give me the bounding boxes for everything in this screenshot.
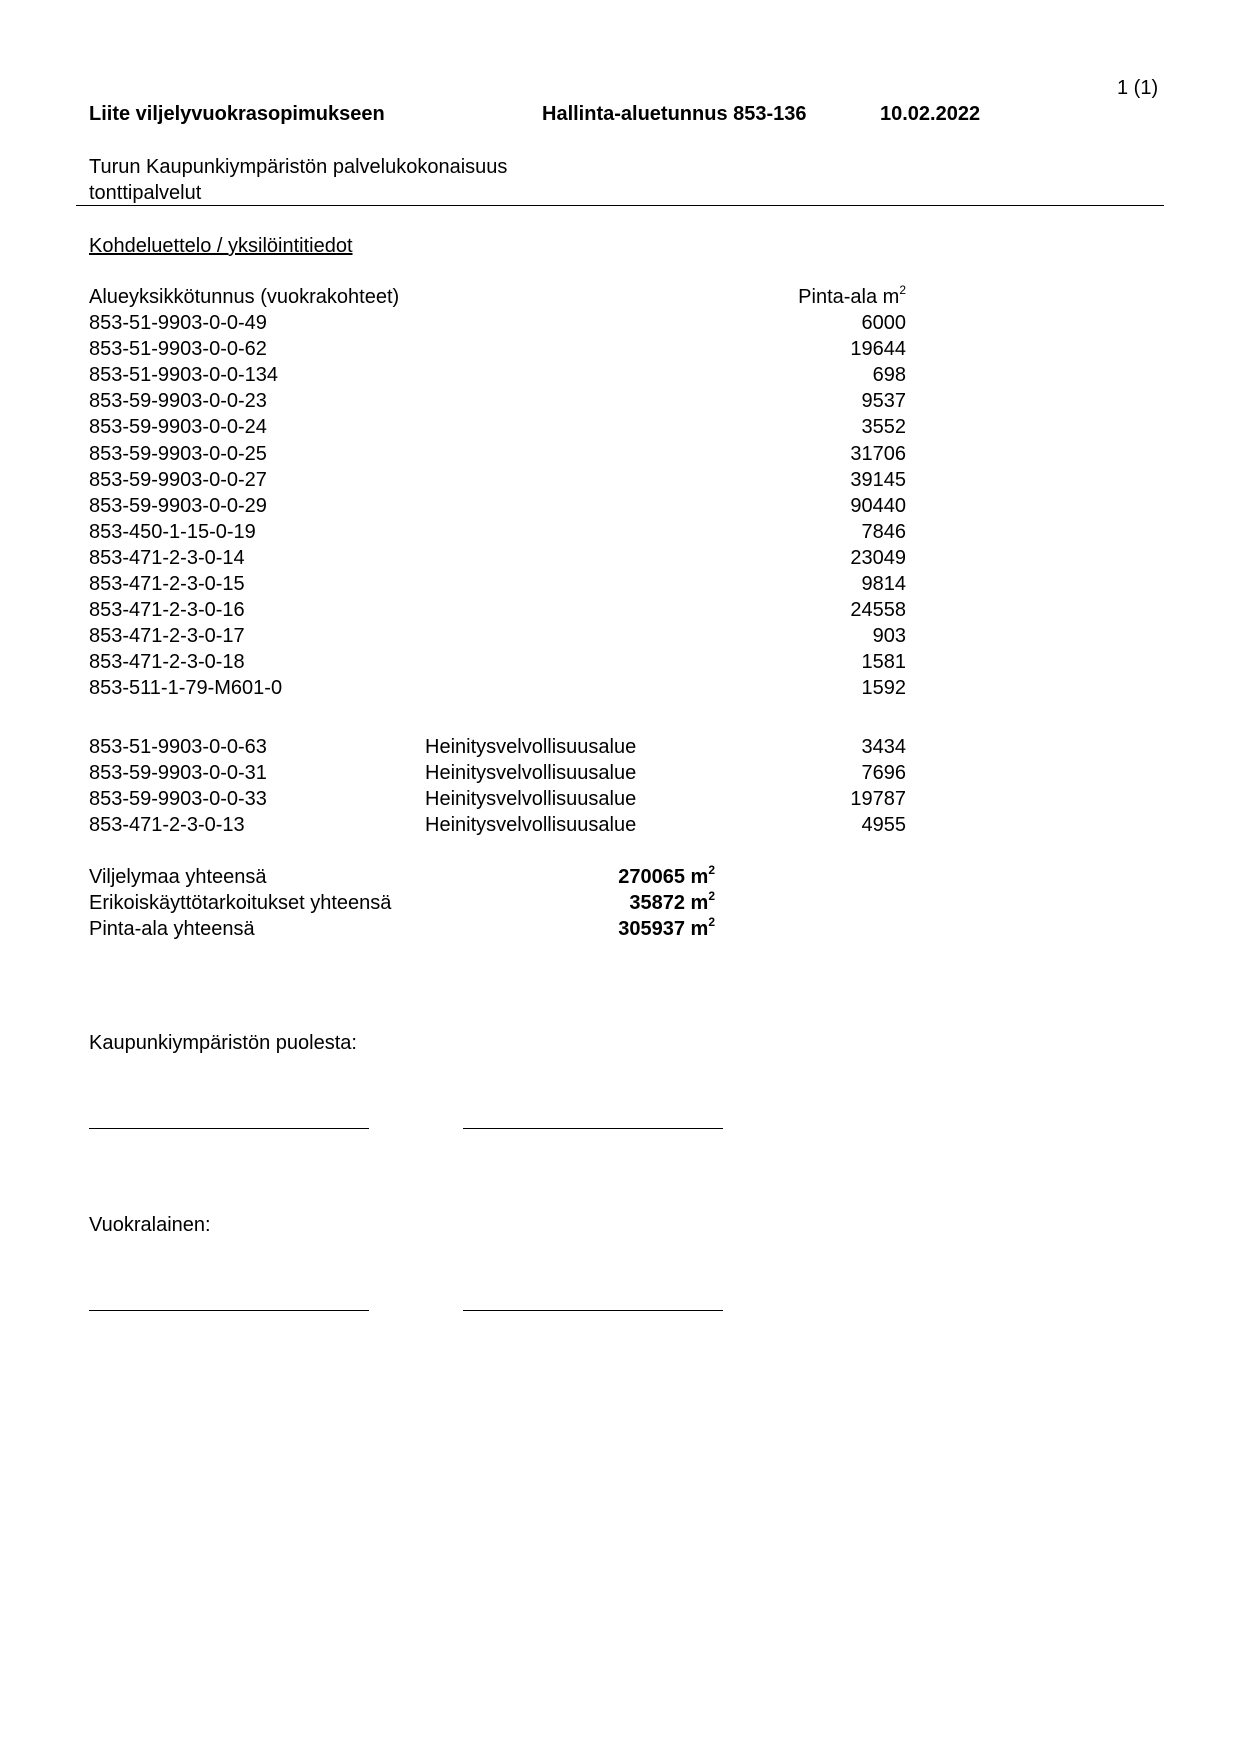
parcel-code: 853-51-9903-0-0-62	[89, 338, 267, 361]
parcel-code: 853-59-9903-0-0-31	[89, 762, 267, 784]
parcel-area: 39145	[850, 468, 906, 491]
parcel-area: 4955	[861, 814, 906, 836]
table-row	[0, 573, 1240, 599]
city-signature-line-2	[463, 1128, 723, 1129]
table-row	[0, 338, 1240, 364]
parcel-area: 24558	[850, 599, 906, 622]
parcel-code: 853-59-9903-0-0-27	[89, 468, 267, 491]
parcel-code: 853-471-2-3-0-16	[89, 599, 245, 622]
parcel-code: 853-51-9903-0-0-49	[89, 312, 267, 334]
section-title: Kohdeluettelo / yksilöintitiedot	[89, 235, 353, 257]
total-value: 270065 $m^2$	[618, 863, 715, 888]
city-signature-label: Kaupunkiympäristön puolesta:	[89, 1032, 357, 1054]
tenant-signature-line-1	[89, 1310, 369, 1311]
table-row	[0, 390, 1240, 416]
total-row	[0, 863, 1240, 892]
parcel-code: 853-471-2-3-0-13	[89, 814, 245, 836]
table-row	[0, 364, 1240, 390]
parcel-purpose: Heinitysvelvollisuusalue	[425, 788, 637, 810]
total-row	[0, 889, 1240, 918]
table-row	[0, 521, 1240, 547]
parcel-area: 23049	[850, 546, 906, 569]
parcel-area: 7696	[861, 762, 906, 784]
parcel-purpose: Heinitysvelvollisuusalue	[425, 762, 637, 784]
table-header-row	[0, 283, 1240, 312]
table-row	[0, 312, 1240, 338]
parcel-area: 9537	[861, 390, 906, 413]
parcel-area: 31706	[850, 442, 906, 465]
parcel-code: 853-59-9903-0-0-29	[89, 494, 267, 517]
tenant-signature-label: Vuokralainen:	[89, 1214, 211, 1236]
tenant-signature-line-2	[463, 1310, 723, 1311]
table-row	[0, 495, 1240, 521]
parcel-code: 853-471-2-3-0-14	[89, 546, 245, 569]
table-row	[0, 416, 1240, 442]
column-header-code: Alueyksikkötunnus (vuokrakohteet)	[89, 286, 400, 308]
organization-line-2: tonttipalvelut	[89, 182, 202, 204]
total-row	[0, 915, 1240, 944]
parcel-code: 853-59-9903-0-0-33	[89, 788, 267, 810]
parcel-code: 853-59-9903-0-0-23	[89, 390, 267, 413]
parcel-code: 853-51-9903-0-0-63	[89, 736, 267, 758]
document-date: 10.02.2022	[880, 103, 981, 125]
parcel-code: 853-59-9903-0-0-24	[89, 416, 267, 439]
parcel-area: 19644	[850, 338, 906, 361]
parcel-area: 3434	[861, 736, 906, 758]
organization-line-1: Turun Kaupunkiympäristön palvelukokonaisuus	[89, 156, 508, 178]
table-row	[0, 651, 1240, 677]
parcel-area: 19787	[850, 788, 906, 810]
table-row	[0, 469, 1240, 495]
table-row	[0, 814, 1240, 840]
table-row	[0, 625, 1240, 651]
parcel-area: 9814	[861, 573, 906, 595]
city-signature-line-1	[89, 1128, 369, 1129]
parcel-code: 853-511-1-79-M601-0	[89, 677, 283, 700]
total-label: Erikoiskäyttötarkoitukset yhteensä	[89, 892, 392, 914]
parcel-purpose: Heinitysvelvollisuusalue	[425, 736, 637, 758]
parcel-area: 7846	[861, 520, 906, 543]
table-row	[0, 443, 1240, 469]
table-row	[0, 788, 1240, 814]
parcel-code: 853-471-2-3-0-15	[89, 573, 245, 595]
parcel-purpose: Heinitysvelvollisuusalue	[425, 814, 637, 836]
table-row	[0, 762, 1240, 788]
parcel-code: 853-51-9903-0-0-134	[89, 364, 279, 387]
total-label: Pinta-ala yhteensä	[89, 918, 255, 940]
table-row	[0, 599, 1240, 625]
total-label: Viljelymaa yhteensä	[89, 866, 267, 888]
parcel-area: 3552	[861, 416, 906, 439]
table-row	[0, 547, 1240, 573]
parcel-code: 853-450-1-15-0-19	[89, 520, 256, 543]
parcel-area: 698	[872, 364, 906, 387]
parcel-area: 1581	[861, 651, 906, 674]
parcel-code: 853-471-2-3-0-17	[89, 625, 245, 648]
total-value: 305937 $m^2$	[618, 915, 715, 940]
parcel-area: 90440	[850, 494, 906, 517]
page-number: 1 (1)	[1117, 77, 1159, 99]
table-row	[0, 677, 1240, 703]
header-divider	[76, 205, 1164, 206]
parcel-code: 853-471-2-3-0-18	[89, 651, 245, 674]
table-row	[0, 736, 1240, 762]
parcel-code: 853-59-9903-0-0-25	[89, 442, 267, 465]
parcel-area: 903	[872, 625, 906, 648]
parcel-area: 6000	[861, 312, 906, 334]
parcel-area: 1592	[861, 677, 906, 700]
total-value: 35872 $m^2$	[629, 889, 715, 914]
column-header-area: Pinta-ala $m^2$	[798, 283, 906, 308]
area-code: Hallinta-aluetunnus 853-136	[542, 103, 807, 125]
document-title: Liite viljelyvuokrasopimukseen	[89, 103, 385, 125]
